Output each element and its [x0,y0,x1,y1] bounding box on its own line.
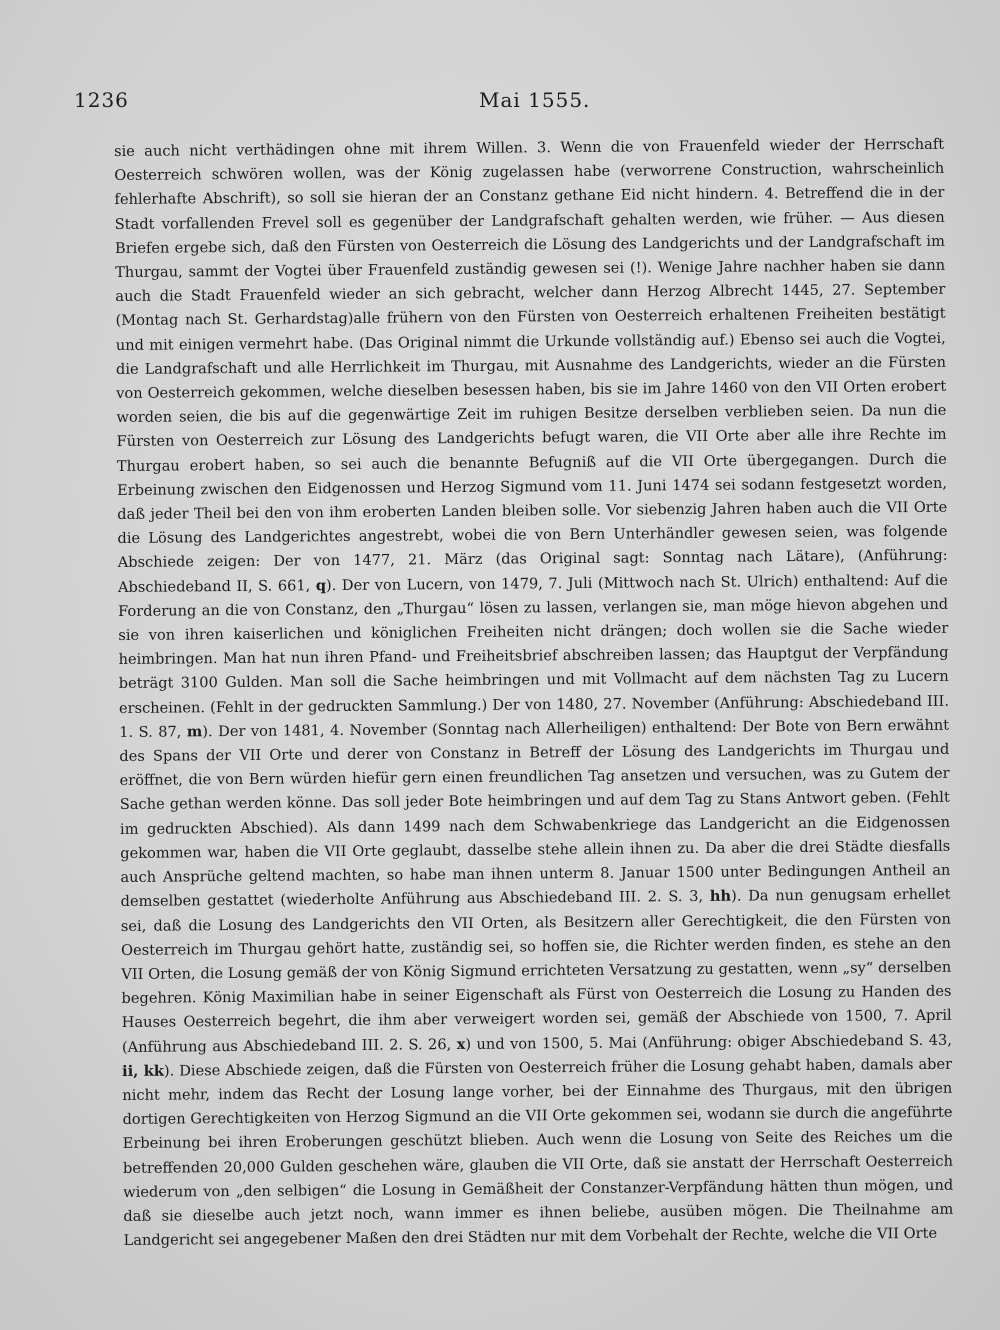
reference-letter: q [315,576,327,594]
text-segment: ). Diese Abschiede zeigen, daß die Fürsten von Oesterreich früher die Losung gehabt haben, damals aber nicht mehr, indem das Recht der Losung lange vorher, bei der Einnahme des Thurgaus, mit den übrigen dortigen Gerechtigkeiten von Herzog Sigmund an die VII Orte gekommen sei, wodann sie durch die angeführte Erbeinung bei ihren Eroberungen geschützt blieben. Auch wenn die Losung von Seite des Reiches um die betreffenden 20,000 Gulden geschehen wäre, glauben die VII Orte, daß sie anstatt der Herrschaft Oesterreich wiederum von „den selbigen“ die Losung in Gemäßheit der Constanzer-Verpfändung hätten thun mögen, und daß sie dieselbe auch jetzt noch, wann immer es ihnen beliebe, ausüben mögen. Die Theilnahme am Landgericht sei angegebener Maßen den drei Städten nur mit dem Vorbehalt der Rechte, welche die VII Orte [122,1055,954,1250]
text-segment: ). Der von Lucern, von 1479, 7. Juli (Mittwoch nach St. Ulrich) enthaltend: Auf die Forderung an die von Constanz, den „Thurgau“ lösen zu lassen, verlangen sie, man möge hievon abgehen und sie von ihren kaiserlichen und königlichen Freiheiten nicht drängen; doch wollen sie die Sache wieder heimbringen. Man hat nun ihren Pfand- und Freiheitsbrief abschreiben lassen; das Hauptgut der Verpfändung beträgt 3100 Gulden. Man soll die Sache heimbringen und mit Vollmacht auf dem nächsten Tag zu Lucern erscheinen. (Fehlt in der gedruckten Sammlung.) Der von 1480, 27. November (Anführung: Abschiedeband III. 1. S. 87, [118,571,950,741]
page-number: 1236 [74,88,129,112]
running-head: Mai 1555. [479,88,591,112]
text-segment: ). Der von 1481, 4. November (Sonntag nach Allerheiligen) enthaltend: Der Bote von Bern erwähnt des Spans der VII Orte und derer von Constanz in Betreff der Lösung des Landgerichts im Thurgau und eröffnet, die von Bern würden hiefür gern einen freundlichen Tag ansetzen und versuchen, was zu Gutem der Sache gethan werden könne. Das soll jeder Bote heimbringen und auf dem Tag zu Stans Antwort geben. (Fehlt im gedruckten Abschied). Als dann 1499 nach dem Schwabenkriege das Landgericht an die Eidgenossen gekommen war, haben die VII Orte geglaubt, dasselbe stehe allein ihnen zu. Da aber die drei Städte diesfalls auch Ansprüche geltend machten, so habe man ihnen unterm 8. Januar 1500 unter Bedingungen Antheil an demselben gestattet (wiederholte Anführung aus Abschiedeband III. 2. S. 3, [119,716,951,911]
reference-letter: x [456,1035,466,1053]
text-segment: sie auch nicht verthädingen ohne mit ihrem Willen. 3. Wenn die von Frauenfeld wieder der Herrschaft Oesterreich schwören wollen, was der König zugelassen habe (verworrene Construction, wahrscheinlich fehlerhafte Abschrift), so soll sie hieran der an Constanz gethane Eid nicht hindern. 4. Betreffend die in der Stadt vorfallenden Frevel soll es gegenüber der Landgrafschaft gehalten werden, wie früher. — Aus diesen Briefen ergebe sich, daß den Fürsten von Oesterreich die Lösung des Landgerichts und der Landgrafschaft im Thurgau, sammt der Vogtei über Frauenfeld zuständig gewesen sei (!). Wenige Jahre nachher haben sie dann auch die Stadt Frauenfeld wieder an sich gebracht, welcher dann Herzog Albrecht 1445, 27. September (Montag nach St. Gerhardstag)alle frühern von den Fürsten von Oesterreich erhaltenen Freiheiten bestätigt und mit einigen vermehrt habe. (Das Original nimmt die Urkunde vollständig auf.) Ebenso sei auch die Vogtei, die Landgrafschaft und alle Herrlichkeit im Thurgau, mit Ausnahme des Landgerichts, wieder an die Fürsten von Oesterreich gekommen, welche dieselben besessen haben, bis sie im Jahre 1460 von den VII Orten erobert worden seien, die bis auf die gegenwärtige Zeit im ruhigen Besitze derselben verblieben seien. Da nun die Fürsten von Oesterreich zur Lösung des Landgerichts befugt waren, die VII Orte aber alle ihre Rechte im Thurgau erobert haben, so sei auch die benannte Befugniß auf die VII Orte übergegangen. Durch die Erbeinung zwischen den Eidgenossen und Herzog Sigmund vom 11. Juni 1474 sei sodann festgesetzt worden, daß jeder Theil bei den von ihm eroberten Landen bleiben solle. Vor siebenzig Jahren haben auch die VII Orte die Lösung des Landgerichtes angestrebt, wobei die von Bern Unterhändler gewesen seien, was folgende Abschiede zeigen: Der von 1477, 21. März (das Original sagt: Sonntag nach Lätare), (Anführung: Abschiedeband II, S. 661, [114,135,948,596]
text-segment: ). Da nun genugsam erhellet sei, daß die Losung des Landgerichts den VII Orten, als Besitzern aller Gerechtigkeit, die den Fürsten von Oesterreich im Thurgau gehört hatte, zuständig sei, so hoffen sie, die Richter werden finden, es stehe an den VII Orten, die Losung gemäß der von König Sigmund errichteten Versatzung zu gestatten, wenn „sy“ derselben begehren. König Maximilian habe in seiner Eigenschaft als Fürst von Oesterreich die Losung zu Handen des Hauses Oesterreich begehrt, die ihm aber verweigert worden sei, gemäß der Abschiede von 1500, 7. April (Anführung aus Abschiedeband III. 2. S. 26, [120,886,952,1056]
reference-letter: hh [709,887,732,906]
page-header [74,88,936,120]
text-segment: ) und von 1500, 5. Mai (Anführung: obiger Abschiedeband S. 43, [465,1031,952,1053]
reference-letter: ii, kk [122,1062,164,1080]
body-text [114,133,954,1250]
reference-letter: m [186,723,203,741]
